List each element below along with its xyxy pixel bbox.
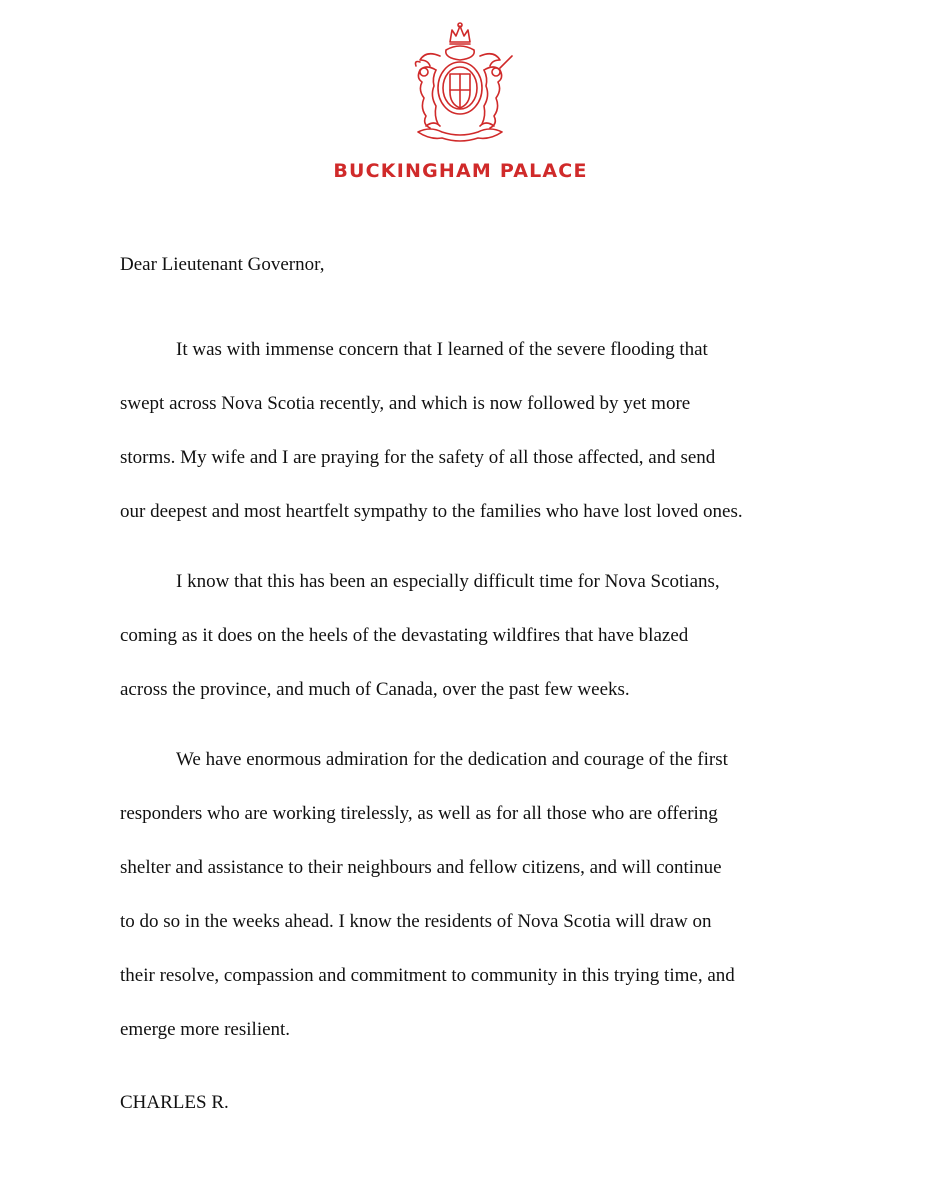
paragraph-line: It was with immense concern that I learned of the severe flooding that: [176, 339, 708, 360]
paragraph-line: storms. My wife and I are praying for the safety of all those affected, and send: [120, 447, 716, 468]
signature: CHARLES R.: [120, 1092, 229, 1113]
paragraph-line: We have enormous admiration for the dedication and courage of the first: [176, 749, 728, 770]
paragraph-line: responders who are working tirelessly, as well as for all those who are offering: [120, 803, 718, 824]
royal-coat-of-arms-icon: [396, 20, 524, 146]
paragraph-line: their resolve, compassion and commitment to community in this trying time, and: [120, 965, 735, 986]
paragraph-line: across the province, and much of Canada, over the past few weeks.: [120, 679, 630, 700]
paragraph-2: [120, 572, 820, 734]
salutation: Dear Lieutenant Governor,: [120, 254, 325, 275]
paragraph-line: to do so in the weeks ahead. I know the residents of Nova Scotia will draw on: [120, 911, 712, 932]
paragraph-3: [120, 750, 820, 1074]
paragraph-line: swept across Nova Scotia recently, and which is now followed by yet more: [120, 393, 691, 414]
paragraph-line: I know that this has been an especially difficult time for Nova Scotians,: [176, 571, 720, 592]
paragraph-line: coming as it does on the heels of the devastating wildfires that have blazed: [120, 625, 689, 646]
paragraph-line: emerge more resilient.: [120, 1019, 291, 1040]
paragraph-line: shelter and assistance to their neighbours and fellow citizens, and will continue: [120, 857, 722, 878]
letterhead-title: BUCKINGHAM PALACE: [333, 160, 588, 182]
paragraph-line: our deepest and most heartfelt sympathy to the families who have lost loved ones.: [120, 501, 743, 522]
paragraph-1: [120, 340, 820, 556]
